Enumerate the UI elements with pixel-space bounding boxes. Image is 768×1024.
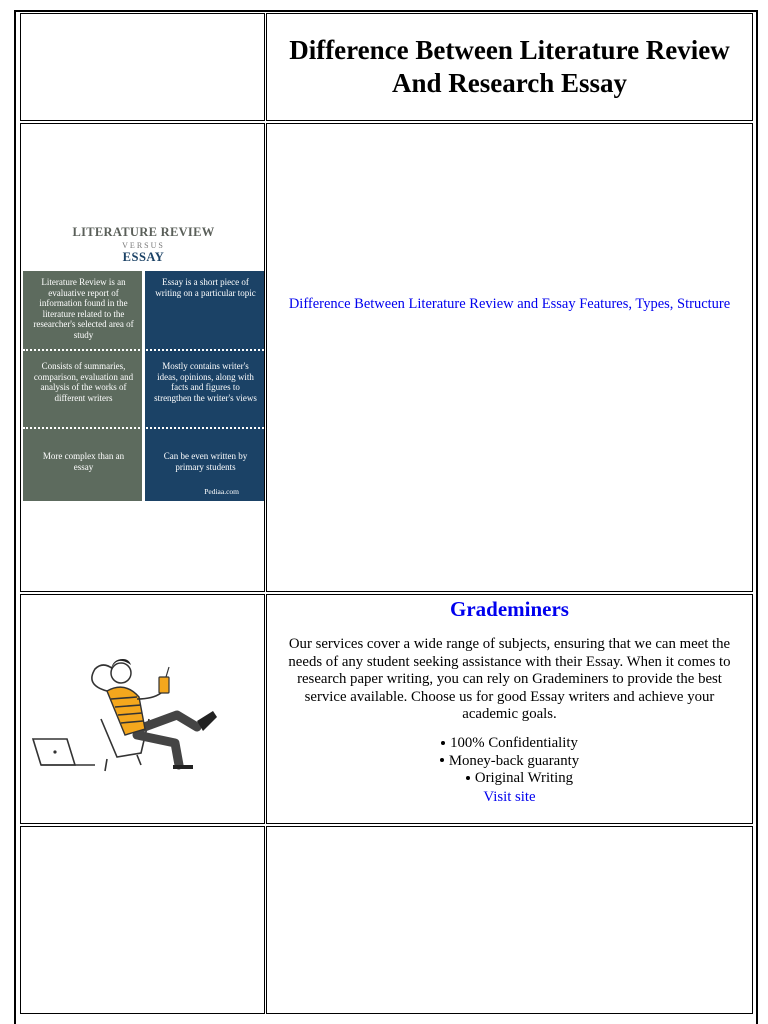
infographic-divider xyxy=(23,427,264,429)
visit-site-link[interactable]: Visit site xyxy=(483,789,536,805)
bullet-icon xyxy=(466,776,470,780)
feature-label: Money-back guaranty xyxy=(448,752,580,769)
service-cell xyxy=(266,594,753,824)
bullet-icon xyxy=(440,758,444,762)
infographic-cell xyxy=(20,123,265,592)
infographic-divider xyxy=(23,349,264,351)
feature-item xyxy=(267,753,752,771)
header-right-cell xyxy=(266,13,753,121)
feature-item xyxy=(287,770,752,788)
header-left-cell xyxy=(20,13,265,121)
feature-item xyxy=(267,735,752,753)
link-cell xyxy=(266,123,753,592)
infographic-right-item: Can be even written by primary students xyxy=(163,451,248,472)
empty-left-cell xyxy=(20,826,265,1014)
infographic-left-item: More complex than an essay xyxy=(42,451,125,472)
infographic-heading-essay: ESSAY xyxy=(122,250,165,264)
feature-label: 100% Confidentiality xyxy=(450,735,578,751)
bullet-icon xyxy=(441,741,445,745)
infographic-heading-literature: LITERATURE REVIEW xyxy=(72,225,215,239)
service-features-list xyxy=(267,735,752,788)
illustration-cell xyxy=(20,594,265,824)
page-title: Difference Between Literature Review And Research Essay xyxy=(289,35,730,98)
laptop-icon xyxy=(33,739,95,765)
comparison-infographic xyxy=(22,219,265,502)
service-description: Our services cover a wide range of subjects, ensuring that we can meet the needs of any student seeking assistance with their Essay. When it comes to research paper writing, you can rely on Grademiners to provide the best service available. Choose us for good Essay writers and achieve your academic goals. xyxy=(288,636,731,722)
article-link[interactable]: Difference Between Literature Review and Essay Features, Types, Structure xyxy=(288,296,731,312)
infographic-right-item: Essay is a short piece of writing on a particular topic xyxy=(155,277,256,298)
empty-right-cell xyxy=(266,826,753,1014)
infographic-left-item: Consists of summaries, comparison, evaluation and analysis of the works of different writers xyxy=(33,361,134,403)
student-relaxing-illustration xyxy=(29,647,239,777)
feature-label: Original Writing xyxy=(474,770,574,786)
infographic-left-item: Literature Review is an evaluative report of information found in the literature related to the researcher's selected area of study xyxy=(33,277,134,340)
infographic-credit: Pediaa.com xyxy=(204,487,239,496)
infographic-heading-versus: VERSUS xyxy=(122,241,165,250)
infographic-right-item: Mostly contains writer's ideas, opinions, along with facts and figures to strengthen the writer's views xyxy=(154,361,257,403)
service-brand-name: Grademiners xyxy=(450,597,569,621)
